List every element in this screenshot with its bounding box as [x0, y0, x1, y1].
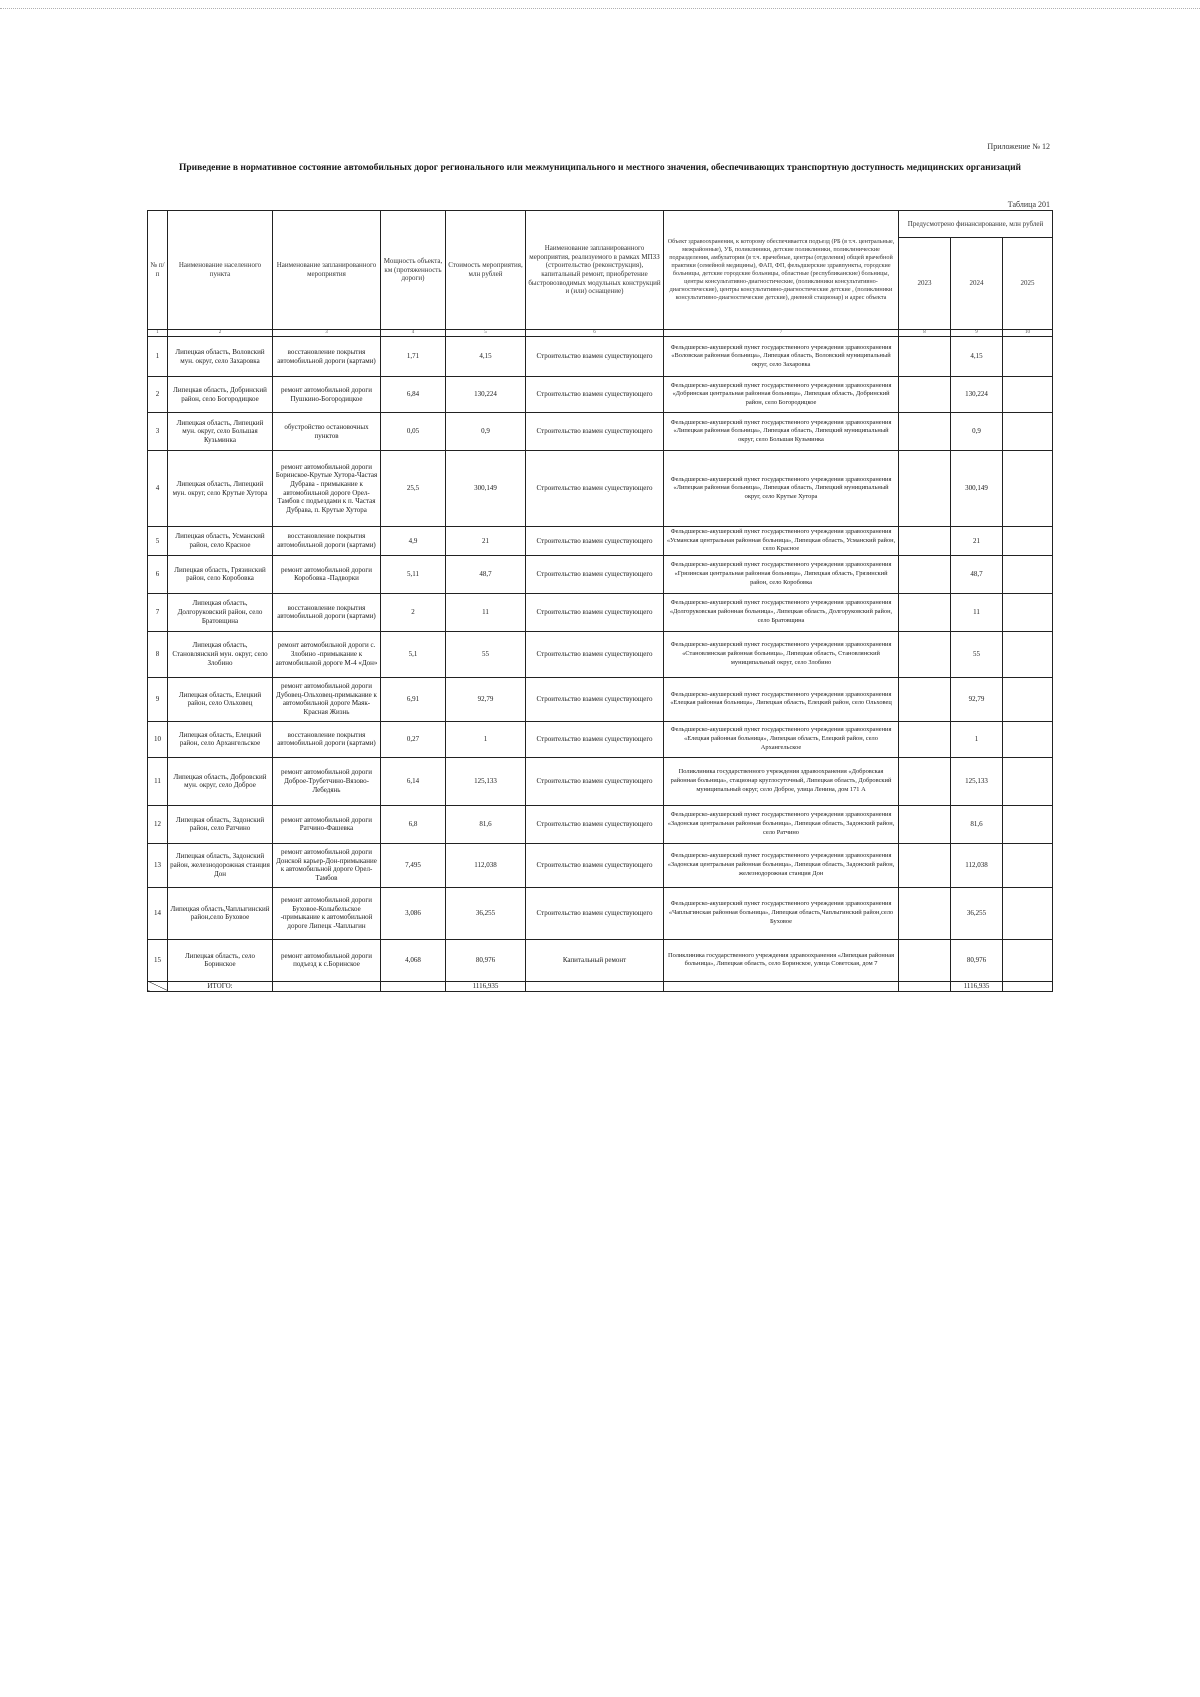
row-cost: 0,9: [446, 413, 526, 451]
table-row: [148, 451, 1053, 527]
row-settlement: Липецкая область, Задонский район, железнодорожная станция Дон: [168, 843, 273, 887]
row-2023: [899, 555, 951, 593]
row-event: ремонт автомобильной дороги Доброе-Трубетчино-Вязово-Лебедянь: [273, 757, 381, 805]
row-type: Строительство взамен существующего: [526, 377, 664, 413]
table-row: [148, 843, 1053, 887]
column-number: 2: [168, 330, 273, 337]
table-row: [148, 757, 1053, 805]
row-2023: [899, 805, 951, 843]
row-object: Фельдшерско-акушерский пункт государственного учреждения здравоохранения «Грязинская центральная районная больница», Липецкая область, Грязинский район, село Коробовка: [664, 555, 899, 593]
row-2025: [1003, 677, 1053, 721]
row-event: ремонт автомобильной дороги Ратчино-Фашевка: [273, 805, 381, 843]
total-row: [148, 981, 1053, 991]
table-row: [148, 805, 1053, 843]
row-cost: 4,15: [446, 337, 526, 377]
total-diagonal: [148, 981, 168, 991]
row-object: Фельдшерско-акушерский пункт государственного учреждения здравоохранения «Чаплыгинская районная больница», Липецкая область,Чаплыгинский район,село Буховое: [664, 887, 899, 939]
row-type: Строительство взамен существующего: [526, 527, 664, 556]
row-cost: 300,149: [446, 451, 526, 527]
row-capacity: 0,05: [381, 413, 446, 451]
row-cost: 1: [446, 721, 526, 757]
row-2024: 11: [951, 593, 1003, 631]
row-object: Фельдшерско-акушерский пункт государственного учреждения здравоохранения «Усманская центральная районная больница», Липецкая область, Усманский район, село Красное: [664, 527, 899, 556]
row-2023: [899, 413, 951, 451]
row-2024: 0,9: [951, 413, 1003, 451]
row-object: Фельдшерско-акушерский пункт государственного учреждения здравоохранения «Елецкая районная больница», Липецкая область, Елецкий район, село Ольховец: [664, 677, 899, 721]
row-num: 9: [148, 677, 168, 721]
row-type: Строительство взамен существующего: [526, 555, 664, 593]
column-number: 9: [951, 330, 1003, 337]
row-2025: [1003, 887, 1053, 939]
row-cost: 92,79: [446, 677, 526, 721]
row-event: ремонт автомобильной дороги Коробовка -Падворки: [273, 555, 381, 593]
row-event: ремонт автомобильной дороги Пушкино-Богородицкое: [273, 377, 381, 413]
row-event: ремонт автомобильной дороги Донской карьер-Дон-примыкание к автомобильной дороге Орел-Тамбов: [273, 843, 381, 887]
row-num: 5: [148, 527, 168, 556]
row-num: 4: [148, 451, 168, 527]
row-capacity: 4,9: [381, 527, 446, 556]
row-event: восстановление покрытия автомобильной дороги (картами): [273, 527, 381, 556]
row-2025: [1003, 593, 1053, 631]
row-cost: 11: [446, 593, 526, 631]
row-num: 13: [148, 843, 168, 887]
header-settlement: Наименование населенного пункта: [168, 211, 273, 330]
row-capacity: 6,14: [381, 757, 446, 805]
row-cost: 21: [446, 527, 526, 556]
row-event: ремонт автомобильной дороги Буховое-Колыбельское -примыкание к автомобильной дороге Липецк -Чаплыгин: [273, 887, 381, 939]
header-type: Наименование запланированного мероприятия, реализуемого в рамках МПЗЗ (строительство (реконструкция), капитальный ремонт, приобретение быстровозводимых модульных конструкций и (или) оснащение): [526, 211, 664, 330]
row-object: Фельдшерско-акушерский пункт государственного учреждения здравоохранения «Задонская центральная районная больница», Липецкая область, Задонский район, село Ратчино: [664, 805, 899, 843]
column-number: 3: [273, 330, 381, 337]
row-2024: 92,79: [951, 677, 1003, 721]
column-number: 4: [381, 330, 446, 337]
row-2025: [1003, 631, 1053, 677]
row-object: Поликлиника государственного учреждения здравоохранения «Добровская районная больница», стационар круглосуточный, Липецкая область, Добровский муниципальный округ, село Доброе, улица Ленина, дом 171 А: [664, 757, 899, 805]
column-number: 5: [446, 330, 526, 337]
row-object: Фельдшерско-акушерский пункт государственного учреждения здравоохранения «Липецкая районная больница», Липецкая область, Липецкий муниципальный округ, село Большая Кузьминка: [664, 413, 899, 451]
row-2025: [1003, 337, 1053, 377]
row-2025: [1003, 805, 1053, 843]
column-number: 1: [148, 330, 168, 337]
row-settlement: Липецкая область, Становлянский мун. округ, село Злобино: [168, 631, 273, 677]
row-type: Капитальный ремонт: [526, 939, 664, 981]
row-capacity: 4,068: [381, 939, 446, 981]
table-row: [148, 527, 1053, 556]
row-event: ремонт автомобильной дороги подъезд к с.Боринское: [273, 939, 381, 981]
row-cost: 55: [446, 631, 526, 677]
row-capacity: 3,086: [381, 887, 446, 939]
row-2023: [899, 451, 951, 527]
row-num: 11: [148, 757, 168, 805]
row-capacity: 2: [381, 593, 446, 631]
row-cost: 48,7: [446, 555, 526, 593]
row-settlement: Липецкая область, Грязинский район, село Коробовка: [168, 555, 273, 593]
row-2024: 112,038: [951, 843, 1003, 887]
row-object: Поликлиника государственного учреждения здравоохранения «Липецкая районная больница», Липецкая область, село Боринское, улица Советская, дом 7: [664, 939, 899, 981]
row-type: Строительство взамен существующего: [526, 593, 664, 631]
header-capacity: Мощность объекта, км (протяженность дороги): [381, 211, 446, 330]
row-2025: [1003, 555, 1053, 593]
row-event: восстановление покрытия автомобильной дороги (картами): [273, 337, 381, 377]
row-2025: [1003, 527, 1053, 556]
row-2024: 300,149: [951, 451, 1003, 527]
row-capacity: 6,91: [381, 677, 446, 721]
row-cost: 36,255: [446, 887, 526, 939]
table-row: [148, 887, 1053, 939]
table-row: [148, 677, 1053, 721]
row-2024: 1: [951, 721, 1003, 757]
column-number: 6: [526, 330, 664, 337]
row-settlement: Липецкая область,Чаплыгинский район,село Буховое: [168, 887, 273, 939]
row-2023: [899, 631, 951, 677]
row-type: Строительство взамен существующего: [526, 631, 664, 677]
table-row: [148, 337, 1053, 377]
row-2024: 130,224: [951, 377, 1003, 413]
row-settlement: Липецкая область, Липецкий мун. округ, село Большая Кузьминка: [168, 413, 273, 451]
row-event: ремонт автомобильной дороги с. Злобино -примыкание к автомобильной дороге М-4 «Дон»: [273, 631, 381, 677]
row-2024: 36,255: [951, 887, 1003, 939]
table-row: [148, 593, 1053, 631]
roads-table: [147, 210, 1053, 992]
header-event: Наименование запланированного мероприятия: [273, 211, 381, 330]
row-object: Фельдшерско-акушерский пункт государственного учреждения здравоохранения «Липецкая районная больница», Липецкая область, Липецкий муниципальный округ, село Крутые Хутора: [664, 451, 899, 527]
row-2023: [899, 887, 951, 939]
row-settlement: Липецкая область, село Боринское: [168, 939, 273, 981]
row-capacity: 7,495: [381, 843, 446, 887]
row-2023: [899, 337, 951, 377]
row-2024: 55: [951, 631, 1003, 677]
row-event: обустройство остановочных пунктов: [273, 413, 381, 451]
row-2024: 21: [951, 527, 1003, 556]
row-settlement: Липецкая область, Воловский мун. округ, село Захаровка: [168, 337, 273, 377]
column-number: 8: [899, 330, 951, 337]
row-num: 14: [148, 887, 168, 939]
appendix-label: Приложение № 12: [987, 142, 1050, 151]
row-2025: [1003, 451, 1053, 527]
row-2024: 80,976: [951, 939, 1003, 981]
row-cost: 80,976: [446, 939, 526, 981]
row-num: 3: [148, 413, 168, 451]
table-row: [148, 413, 1053, 451]
row-2024: 81,6: [951, 805, 1003, 843]
row-type: Строительство взамен существующего: [526, 757, 664, 805]
row-settlement: Липецкая область, Усманский район, село Красное: [168, 527, 273, 556]
row-2025: [1003, 413, 1053, 451]
row-2023: [899, 939, 951, 981]
row-type: Строительство взамен существующего: [526, 451, 664, 527]
row-cost: 81,6: [446, 805, 526, 843]
row-2023: [899, 843, 951, 887]
column-number: 7: [664, 330, 899, 337]
column-number-row: [148, 330, 1053, 337]
row-2025: [1003, 377, 1053, 413]
row-object: Фельдшерско-акушерский пункт государственного учреждения здравоохранения «Елецкая районная больница», Липецкая область, Елецкий район, село Архангельское: [664, 721, 899, 757]
row-num: 10: [148, 721, 168, 757]
table-row: [148, 631, 1053, 677]
document-title: Приведение в нормативное состояние автомобильных дорог регионального или межмуниципального и местного значения, обеспечивающих транспортную доступность медицинских организаций: [178, 163, 1022, 173]
row-event: ремонт автомобильной дороги Дубовец-Ольховец-примыкание к автомобильной дороге Маяк-Красная Жизнь: [273, 677, 381, 721]
column-number: 10: [1003, 330, 1053, 337]
row-2023: [899, 721, 951, 757]
row-object: Фельдшерско-акушерский пункт государственного учреждения здравоохранения «Долгоруковская районная больница», Липецкая область, Долгоруковский район, село Братовщина: [664, 593, 899, 631]
row-event: восстановление покрытия автомобильной дороги (картами): [273, 593, 381, 631]
total-cost: 1116,935: [446, 981, 526, 991]
row-capacity: 5,1: [381, 631, 446, 677]
row-2023: [899, 677, 951, 721]
table-row: [148, 555, 1053, 593]
table-label: Таблица 201: [1007, 200, 1050, 209]
row-2025: [1003, 939, 1053, 981]
row-2025: [1003, 757, 1053, 805]
row-object: Фельдшерско-акушерский пункт государственного учреждения здравоохранения «Добринская центральная районная больница», Липецкая область, Добринский район, село Богородицкое: [664, 377, 899, 413]
row-type: Строительство взамен существующего: [526, 413, 664, 451]
row-settlement: Липецкая область, Долгоруковский район, село Братовщина: [168, 593, 273, 631]
row-capacity: 1,71: [381, 337, 446, 377]
row-2024: 4,15: [951, 337, 1003, 377]
row-2025: [1003, 843, 1053, 887]
row-num: 7: [148, 593, 168, 631]
row-2023: [899, 377, 951, 413]
header-num: № п/п: [148, 211, 168, 330]
row-capacity: 6,8: [381, 805, 446, 843]
header-cost: Стоимость мероприятия, млн рублей: [446, 211, 526, 330]
header-year-2023: 2023: [899, 237, 951, 329]
total-2024: 1116,935: [951, 981, 1003, 991]
header-year-2024: 2024: [951, 237, 1003, 329]
row-capacity: 5,11: [381, 555, 446, 593]
row-settlement: Липецкая область, Добринский район, село Богородицкое: [168, 377, 273, 413]
row-type: Строительство взамен существующего: [526, 677, 664, 721]
row-capacity: 0,27: [381, 721, 446, 757]
row-event: ремонт автомобильной дороги Боринское-Крутые Хутора-Частая Дубрава - примыкание к автомобильной дороге Орел-Тамбов с подъездами к п. Частая Дубрава, п. Крутые Хутора: [273, 451, 381, 527]
row-num: 6: [148, 555, 168, 593]
row-num: 2: [148, 377, 168, 413]
total-label: ИТОГО:: [168, 981, 273, 991]
row-num: 12: [148, 805, 168, 843]
row-num: 15: [148, 939, 168, 981]
row-settlement: Липецкая область, Елецкий район, село Ольховец: [168, 677, 273, 721]
row-capacity: 6,84: [381, 377, 446, 413]
row-2025: [1003, 721, 1053, 757]
row-object: Фельдшерско-акушерский пункт государственного учреждения здравоохранения «Задонская центральная районная больница», Липецкая область, Задонский район, железнодорожная станция Дон: [664, 843, 899, 887]
row-event: восстановление покрытия автомобильной дороги (картами): [273, 721, 381, 757]
table-row: [148, 377, 1053, 413]
row-2023: [899, 527, 951, 556]
row-cost: 130,224: [446, 377, 526, 413]
row-settlement: Липецкая область, Добровский мун. округ, село Доброе: [168, 757, 273, 805]
row-settlement: Липецкая область, Задонский район, село Ратчино: [168, 805, 273, 843]
row-type: Строительство взамен существующего: [526, 721, 664, 757]
row-capacity: 25,5: [381, 451, 446, 527]
header-object: Объект здравоохранения, к которому обеспечивается подъезд (РБ (в т.ч. центральные, межрайонные), УБ, поликлиники, детские поликлиники, поликлинические подразделения, амбулатории (в т.ч. врачебные, центры (отделения) общей врачебной практики (семейной медицины), ФАП, ФП, фельдшерские здравпункты, городские больницы, детские городские больницы, областные (республиканские) больницы, центры консультативно-диагностические, (поликлиники консультативно-диагностические), центры консультативно-диагностические детские , (поликлиники консультативно-диагностические детские), дневной стационар) и адрес объекта: [664, 211, 899, 330]
header-funding: Предусмотрено финансирование, млн рублей: [899, 211, 1053, 238]
row-2024: 48,7: [951, 555, 1003, 593]
row-object: Фельдшерско-акушерский пункт государственного учреждения здравоохранения «Воловская районная больница», Липецкая область, Воловский муниципальный округ, село Захаровка: [664, 337, 899, 377]
row-type: Строительство взамен существующего: [526, 805, 664, 843]
row-type: Строительство взамен существующего: [526, 843, 664, 887]
row-object: Фельдшерско-акушерский пункт государственного учреждения здравоохранения «Становлянская районная больница», Липецкая область, Становлянский муниципальный округ, село Злобино: [664, 631, 899, 677]
scan-top-edge: [0, 8, 1200, 9]
header-year-2025: 2025: [1003, 237, 1053, 329]
row-type: Строительство взамен существующего: [526, 887, 664, 939]
table-row: [148, 721, 1053, 757]
row-2024: 125,133: [951, 757, 1003, 805]
row-settlement: Липецкая область, Елецкий район, село Архангельское: [168, 721, 273, 757]
row-num: 8: [148, 631, 168, 677]
row-type: Строительство взамен существующего: [526, 337, 664, 377]
row-2023: [899, 757, 951, 805]
row-cost: 125,133: [446, 757, 526, 805]
row-2023: [899, 593, 951, 631]
row-settlement: Липецкая область, Липецкий мун. округ, село Крутые Хутора: [168, 451, 273, 527]
row-num: 1: [148, 337, 168, 377]
row-cost: 112,038: [446, 843, 526, 887]
table-row: [148, 939, 1053, 981]
